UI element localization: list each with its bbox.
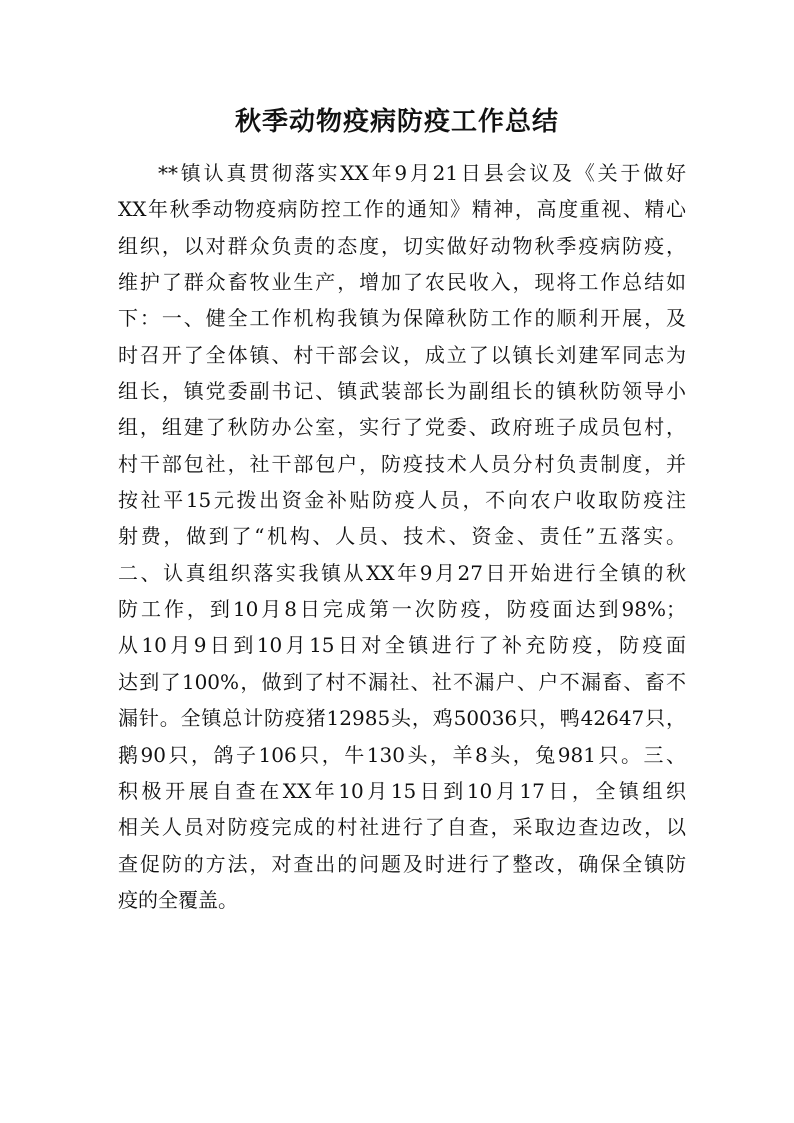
body-line: 按社平15元拨出资金补贴防疫人员，不向农户收取防疫注: [118, 488, 686, 513]
body-line: 从10月9日到10月15日对全镇进行了补充防疫，防疫面: [118, 633, 686, 658]
body-line: 下：一、健全工作机构我镇为保障秋防工作的顺利开展，及: [118, 306, 686, 331]
body-line: 二、认真组织落实我镇从XX年9月27日开始进行全镇的秋: [118, 560, 686, 585]
body-line: 时召开了全体镇、村干部会议，成立了以镇长刘建军同志为: [118, 342, 686, 367]
body-line: 组长，镇党委副书记、镇武装部长为副组长的镇秋防领导小: [118, 379, 686, 404]
body-line: 查促防的方法，对查出的问题及时进行了整改，确保全镇防: [118, 851, 686, 876]
body-line: 组，组建了秋防办公室，实行了党委、政府班子成员包村，: [118, 415, 686, 440]
body-line: 村干部包社，社干部包户，防疫技术人员分村负责制度，并: [118, 451, 686, 476]
body-line: 积极开展自查在XX年10月15日到10月17日，全镇组织: [118, 778, 686, 803]
body-line: 达到了100%，做到了村不漏社、社不漏户、户不漏畜、畜不: [118, 669, 686, 694]
body-line: 疫的全覆盖。: [118, 887, 238, 912]
body-line: 防工作，到10月8日完成第一次防疫，防疫面达到98%；: [118, 597, 686, 622]
body-line: XX年秋季动物疫病防控工作的通知》精神，高度重视、精心: [118, 197, 686, 222]
body-line: 组织，以对群众负责的态度，切实做好动物秋季疫病防疫，: [118, 233, 686, 258]
body-line: 维护了群众畜牧业生产，增加了农民收入，现将工作总结如: [118, 270, 686, 295]
document-title: 秋季动物疫病防疫工作总结: [234, 107, 559, 137]
document-body: [118, 155, 686, 918]
body-line: 鹅90只，鸽子106只，牛130头，羊8头，兔981只。三、: [118, 742, 686, 767]
body-line: 射费，做到了“机构、人员、技术、资金、责任”五落实。: [118, 524, 686, 549]
body-line: **镇认真贯彻落实XX年9月21日县会议及《关于做好: [158, 161, 686, 185]
body-line: 相关人员对防疫完成的村社进行了自查，采取边查边改，以: [118, 815, 686, 840]
body-line: 漏针。全镇总计防疫猪12985头，鸡50036只，鸭42647只，: [118, 706, 686, 731]
